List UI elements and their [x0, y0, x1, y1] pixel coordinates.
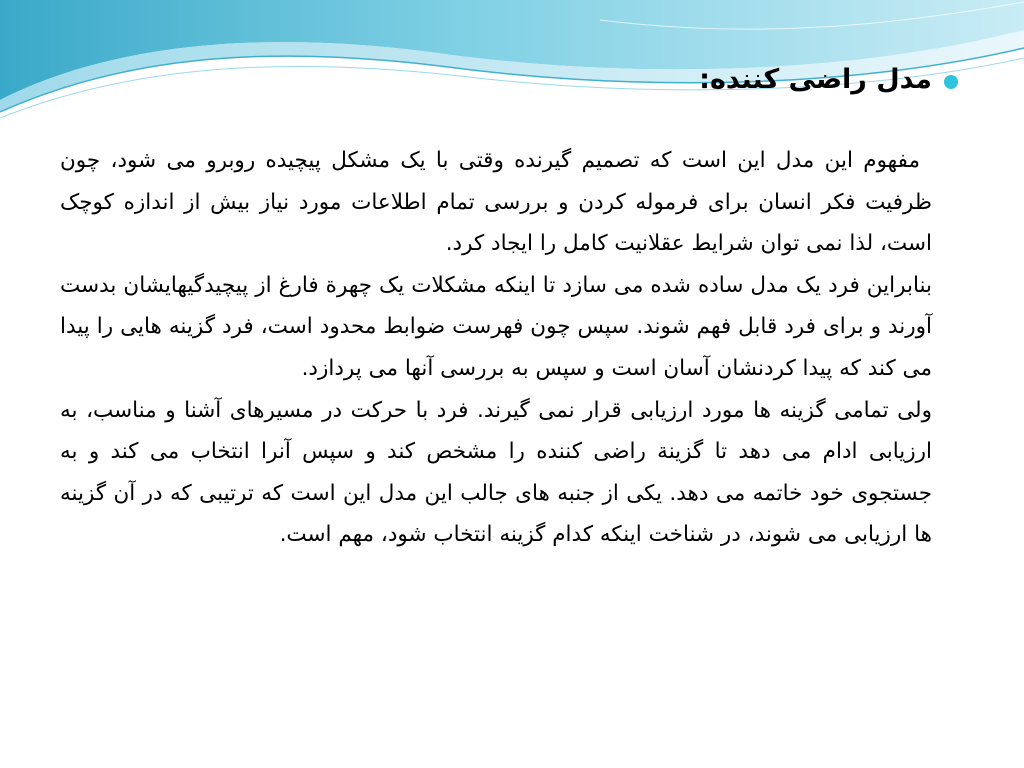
paragraph-1: مفهوم این مدل این است که تصمیم گیرنده وقتی با یک مشکل پیچیده روبرو می شود، چون ظرفیت فکر انسان برای فرموله کردن و بررسی تمام اطلاعات مورد نیاز بیش از اندازه کوچک است، لذا نمی توان شرایط عقلانیت کامل را ایجاد کرد. [60, 148, 932, 257]
paragraph-2: بنابراین فرد یک مدل ساده شده می سازد تا اینکه مشکلات یک چهرة فارغ از پیچیدگیهایشان بدست آورند و برای فرد قابل فهم شوند. سپس چون فهرست ضوابط محدود است، فرد گزینه هایی را پیدا می کند که پیدا کردنشان آسان است و سپس به بررسی آنها می پردازد. [60, 272, 932, 381]
body-text [60, 140, 932, 556]
title-bullet-dot [944, 75, 958, 89]
slide-title: مدل راضی کننده: [699, 64, 932, 95]
paragraph-3: ولی تمامی گزینه ها مورد ارزیابی قرار نمی گیرند. فرد با حرکت در مسیرهای آشنا و مناسب، به ارزیابی ادام می دهد تا گزینة راضی کننده را مشخص کند و سپس آنرا انتخاب می کند و به جستجوی خود خاتمه می دهد. یکی از جنبه های جالب این مدل این است که ترتیبی که در آن گزینه ها ارزیابی می شوند، در شناخت اینکه کدام گزینه انتخاب شود، مهم است. [60, 397, 932, 548]
